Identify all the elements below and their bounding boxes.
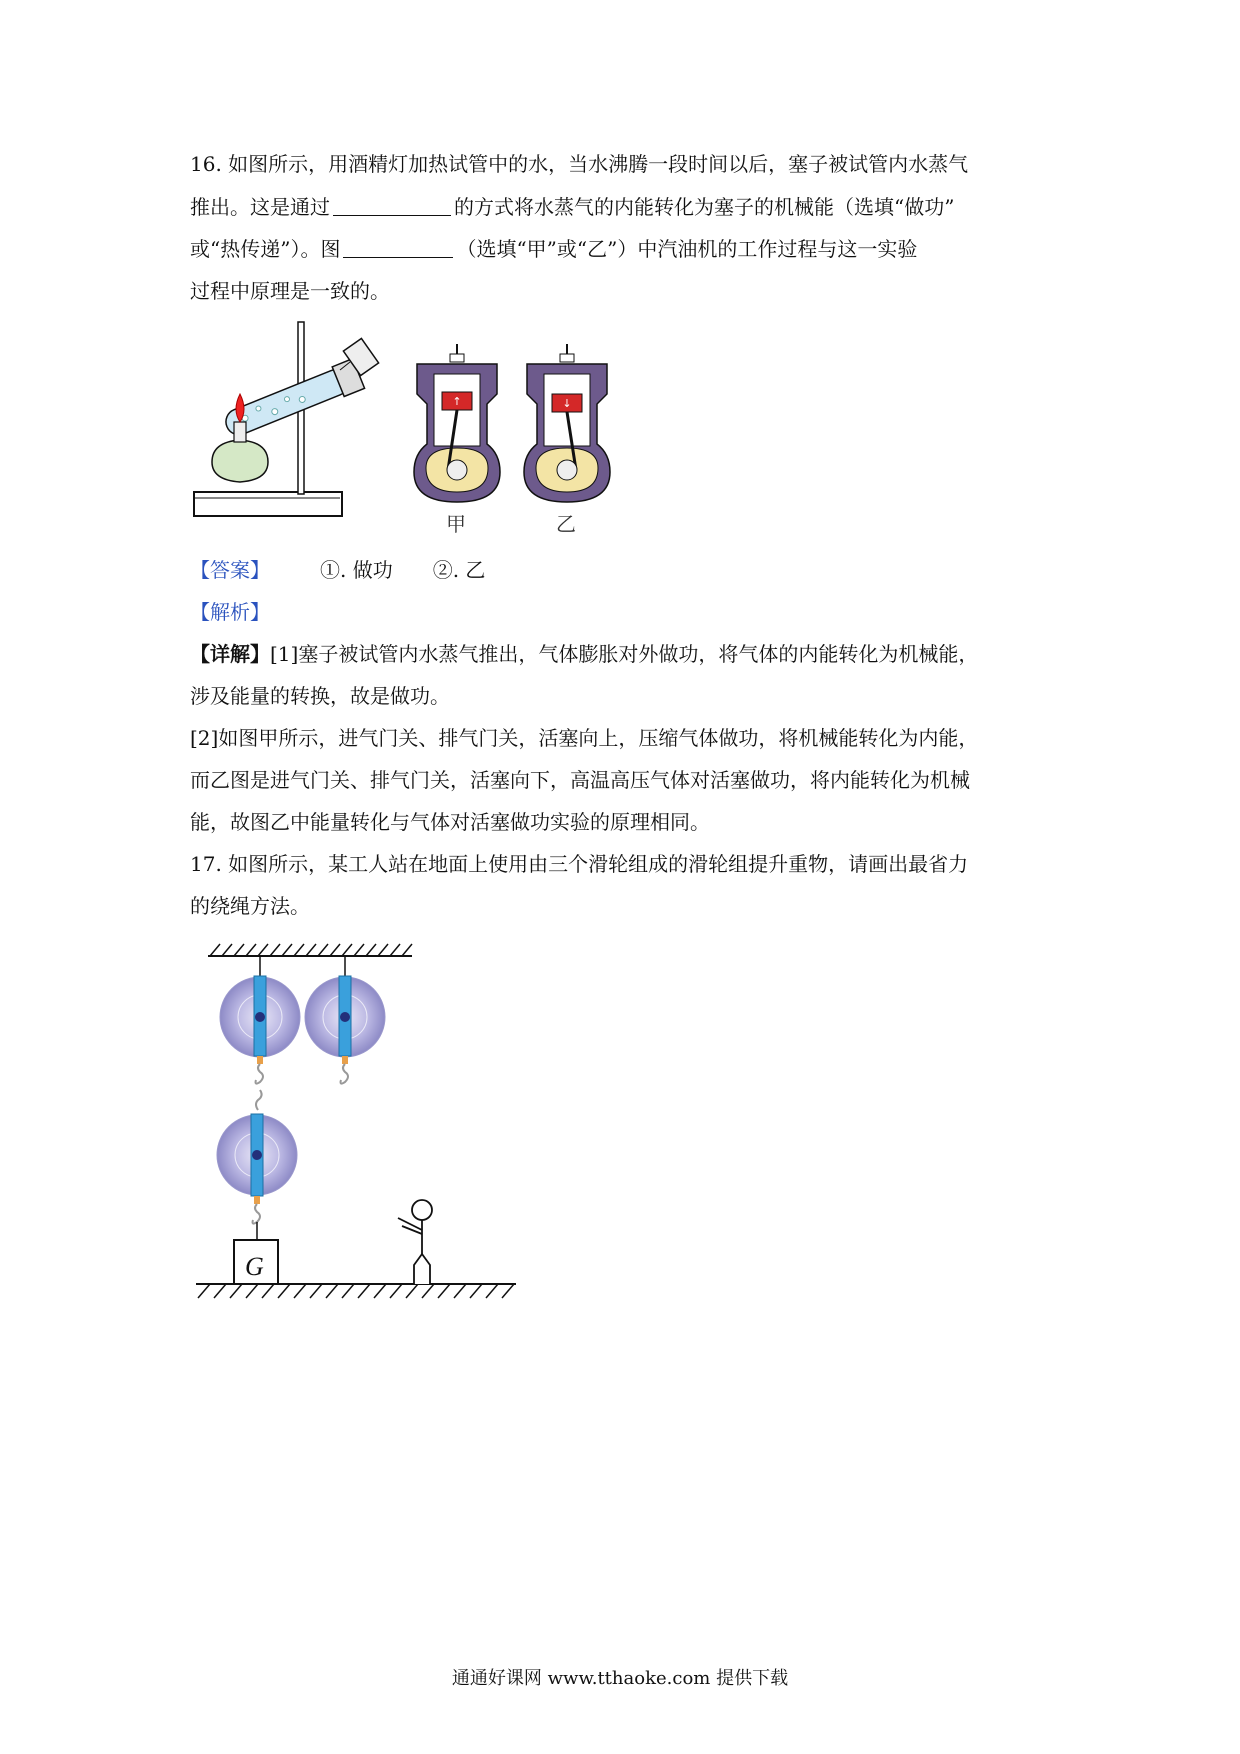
ground <box>196 1284 516 1298</box>
q16-line-2 <box>190 193 954 221</box>
q16-line-2b: 的方式将水蒸气的内能转化为塞子的机械能（选填“做功” <box>454 195 955 219</box>
answer-line <box>190 556 485 584</box>
ceiling <box>208 944 412 956</box>
engine-jia-figure <box>412 344 502 504</box>
engine-label-yi: 乙 <box>556 512 576 536</box>
detail-line-2: 涉及能量的转换，故是做功。 <box>190 684 450 708</box>
fixed-pulley-1 <box>220 956 300 1084</box>
q16-line-3 <box>190 235 917 263</box>
answer-tag: 【答案】 <box>190 558 270 582</box>
q17-line-1: 17. 如图所示，某工人站在地面上使用由三个滑轮组成的滑轮组提升重物，请画出最省力 <box>190 852 969 876</box>
q16-blank-2[interactable] <box>343 235 453 258</box>
pulley-system-figure <box>190 940 530 1340</box>
answer-1: ①. 做功 <box>320 558 393 582</box>
engine-label-jia: 甲 <box>446 512 466 536</box>
q16-line-1: 16. 如图所示，用酒精灯加热试管中的水，当水沸腾一段时间以后，塞子被试管内水蒸气 <box>190 152 969 176</box>
detail-line-1 <box>190 640 978 668</box>
engine-yi-figure <box>522 344 612 504</box>
detail-line-5: 能，故图乙中能量转化与气体对活塞做功实验的原理相同。 <box>190 810 710 834</box>
movable-pulley <box>217 1090 297 1240</box>
stand-base <box>194 492 342 516</box>
q16-blank-1[interactable] <box>333 193 451 216</box>
flame <box>236 394 244 422</box>
q16-line-3a: 或“热传递”）。图 <box>190 237 341 261</box>
q16-line-4: 过程中原理是一致的。 <box>190 279 390 303</box>
worker-figure <box>398 1200 432 1284</box>
detail-line-4: 而乙图是进气门关、排气门关，活塞向下，高温高压气体对活塞做功，将内能转化为机械 <box>190 768 970 792</box>
analysis-tag: 【解析】 <box>190 600 270 624</box>
test-tube-apparatus-figure <box>190 322 390 532</box>
weight-label: G <box>245 1252 264 1281</box>
q16-line-2a: 推出。这是通过 <box>190 195 330 219</box>
svg-text:↓: ↓ <box>562 397 572 410</box>
q16-line-3b: （选填“甲”或“乙”）中汽油机的工作过程与这一实验 <box>456 237 918 261</box>
detail-text-1: [1]塞子被试管内水蒸气推出，气体膨胀对外做功，将气体的内能转化为机械能， <box>270 642 979 666</box>
footer-text: 通通好课网 www.tthaoke.com 提供下载 <box>451 1668 789 1689</box>
svg-text:↑: ↑ <box>452 395 462 408</box>
fixed-pulley-2 <box>305 956 385 1084</box>
q17-line-2: 的绕绳方法。 <box>190 894 310 918</box>
detail-tag: 【详解】 <box>190 642 270 666</box>
detail-line-3: [2]如图甲所示，进气门关、排气门关，活塞向上，压缩气体做功，将机械能转化为内能， <box>190 726 979 750</box>
answer-2: ②. 乙 <box>432 558 486 582</box>
